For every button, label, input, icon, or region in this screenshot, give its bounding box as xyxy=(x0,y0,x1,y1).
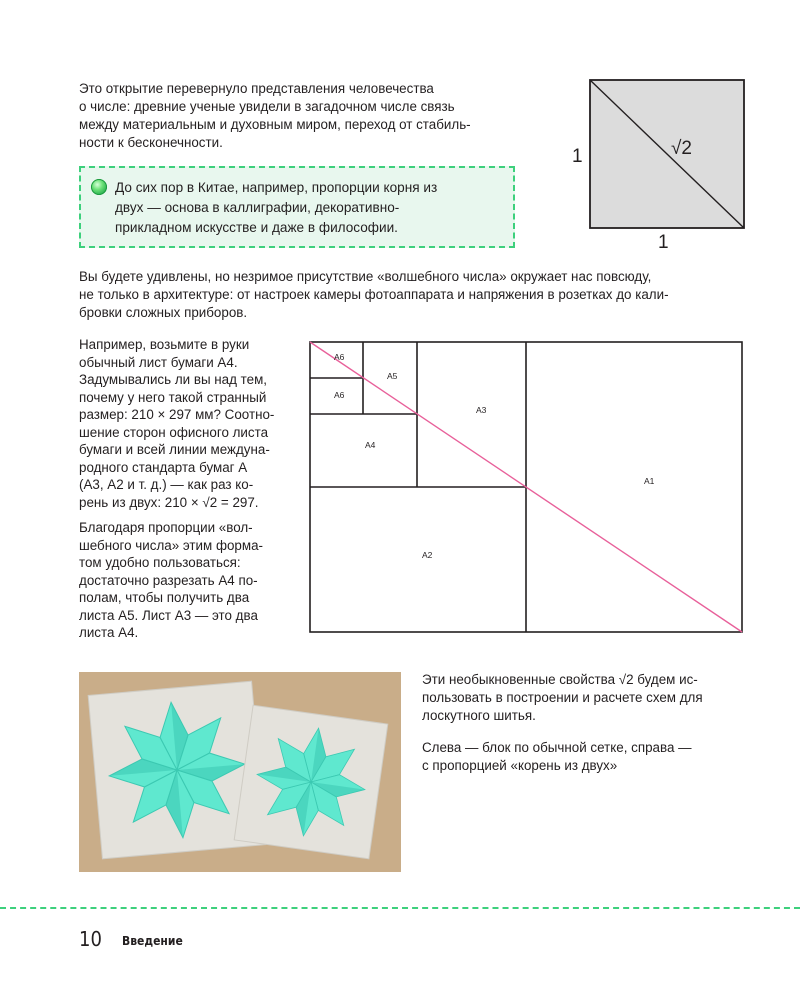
para3-line: (А3, А2 и т. д.) — как раз ко- xyxy=(79,477,254,492)
label-a6-bottom: A6 xyxy=(334,390,345,400)
paragraph-format-usage xyxy=(79,519,289,642)
square-side-bottom-label: 1 xyxy=(658,232,669,253)
unit-square-diagram xyxy=(568,76,758,256)
paragraph-photo-caption xyxy=(422,739,752,775)
callout-line: прикладном искусстве и даже в философии. xyxy=(115,220,398,235)
footer-dashed-divider xyxy=(0,907,800,909)
square-diagonal-label: √2 xyxy=(671,138,692,159)
para5-line: Эти необыкновенные свойства √2 будем ис- xyxy=(422,672,698,687)
para6-line: с пропорцией «корень из двух» xyxy=(422,758,618,773)
label-a3: A3 xyxy=(476,405,487,415)
para4-line: достаточно разрезать А4 по- xyxy=(79,572,258,588)
para5-line: лоскутного шитья. xyxy=(422,708,536,723)
callout-text xyxy=(115,178,505,238)
para3-line: рень из двух: 210 × √2 = 297. xyxy=(79,494,259,510)
intro-line: между материальным и духовным миром, переход от стабиль- xyxy=(79,117,471,132)
para3-line: Задумывались ли вы над тем, xyxy=(79,372,268,387)
callout-box xyxy=(79,166,515,248)
para2-line: бровки сложных приборов. xyxy=(79,305,248,320)
para4-line: листа А5. Лист А3 — это два xyxy=(79,607,258,623)
para4-line: том удобно пользоваться: xyxy=(79,555,241,570)
para3-line: родного стандарта бумаг А xyxy=(79,459,248,475)
para3-line: почему у него такой странный xyxy=(79,389,267,405)
para4-line: листа А4. xyxy=(79,625,139,640)
intro-paragraph xyxy=(79,80,529,152)
callout-line: До сих пор в Китае, например, пропорции корня из xyxy=(115,180,438,195)
para3-line: бумаги и всей линии междуна- xyxy=(79,442,270,457)
para3-line: размер: 210 × 297 мм? Соотно- xyxy=(79,407,275,422)
quilt-blocks-photo xyxy=(79,672,401,872)
quilt-block-right xyxy=(234,705,388,859)
callout-line: двух — основа в каллиграфии, декоративно- xyxy=(115,200,400,215)
paragraph-patchwork xyxy=(422,671,752,725)
para3-line: шение сторон офисного листа xyxy=(79,424,269,440)
paragraph-everywhere xyxy=(79,268,759,322)
section-name: Введение xyxy=(122,934,183,948)
paragraph-a4-paper xyxy=(79,336,289,511)
para4-line: шебного числа» этим форма- xyxy=(79,537,263,553)
para3-line: обычный лист бумаги А4. xyxy=(79,354,238,370)
intro-line: Это открытие перевернуло представления человечества xyxy=(79,81,434,96)
page-number: 10 xyxy=(79,927,102,951)
para4-line: Благодаря пропорции «вол- xyxy=(79,520,253,535)
label-a5: A5 xyxy=(387,371,398,381)
green-bullet-icon xyxy=(91,179,107,195)
para2-line: Вы будете удивлены, но незримое присутствие «волшебного числа» окружает нас повсюду, xyxy=(79,269,652,284)
para2-line: не только в архитектуре: от настроек камеры фотоаппарата и напряжения в розетках до кали- xyxy=(79,287,669,302)
label-a1: A1 xyxy=(644,476,655,486)
para6-line: Слева — блок по обычной сетке, справа — xyxy=(422,740,692,755)
paper-sizes-diagram xyxy=(306,338,746,636)
square-side-left-label: 1 xyxy=(572,146,583,167)
para3-line: Например, возьмите в руки xyxy=(79,337,250,352)
intro-line: о числе: древние ученые увидели в загадочном числе связь xyxy=(79,99,455,114)
label-a4: A4 xyxy=(365,440,376,450)
para5-line: пользовать в построении и расчете схем для xyxy=(422,690,703,705)
label-a6-top: A6 xyxy=(334,352,345,362)
para4-line: полам, чтобы получить два xyxy=(79,590,250,605)
label-a2: A2 xyxy=(422,550,433,560)
intro-line: ности к бесконечности. xyxy=(79,135,223,150)
